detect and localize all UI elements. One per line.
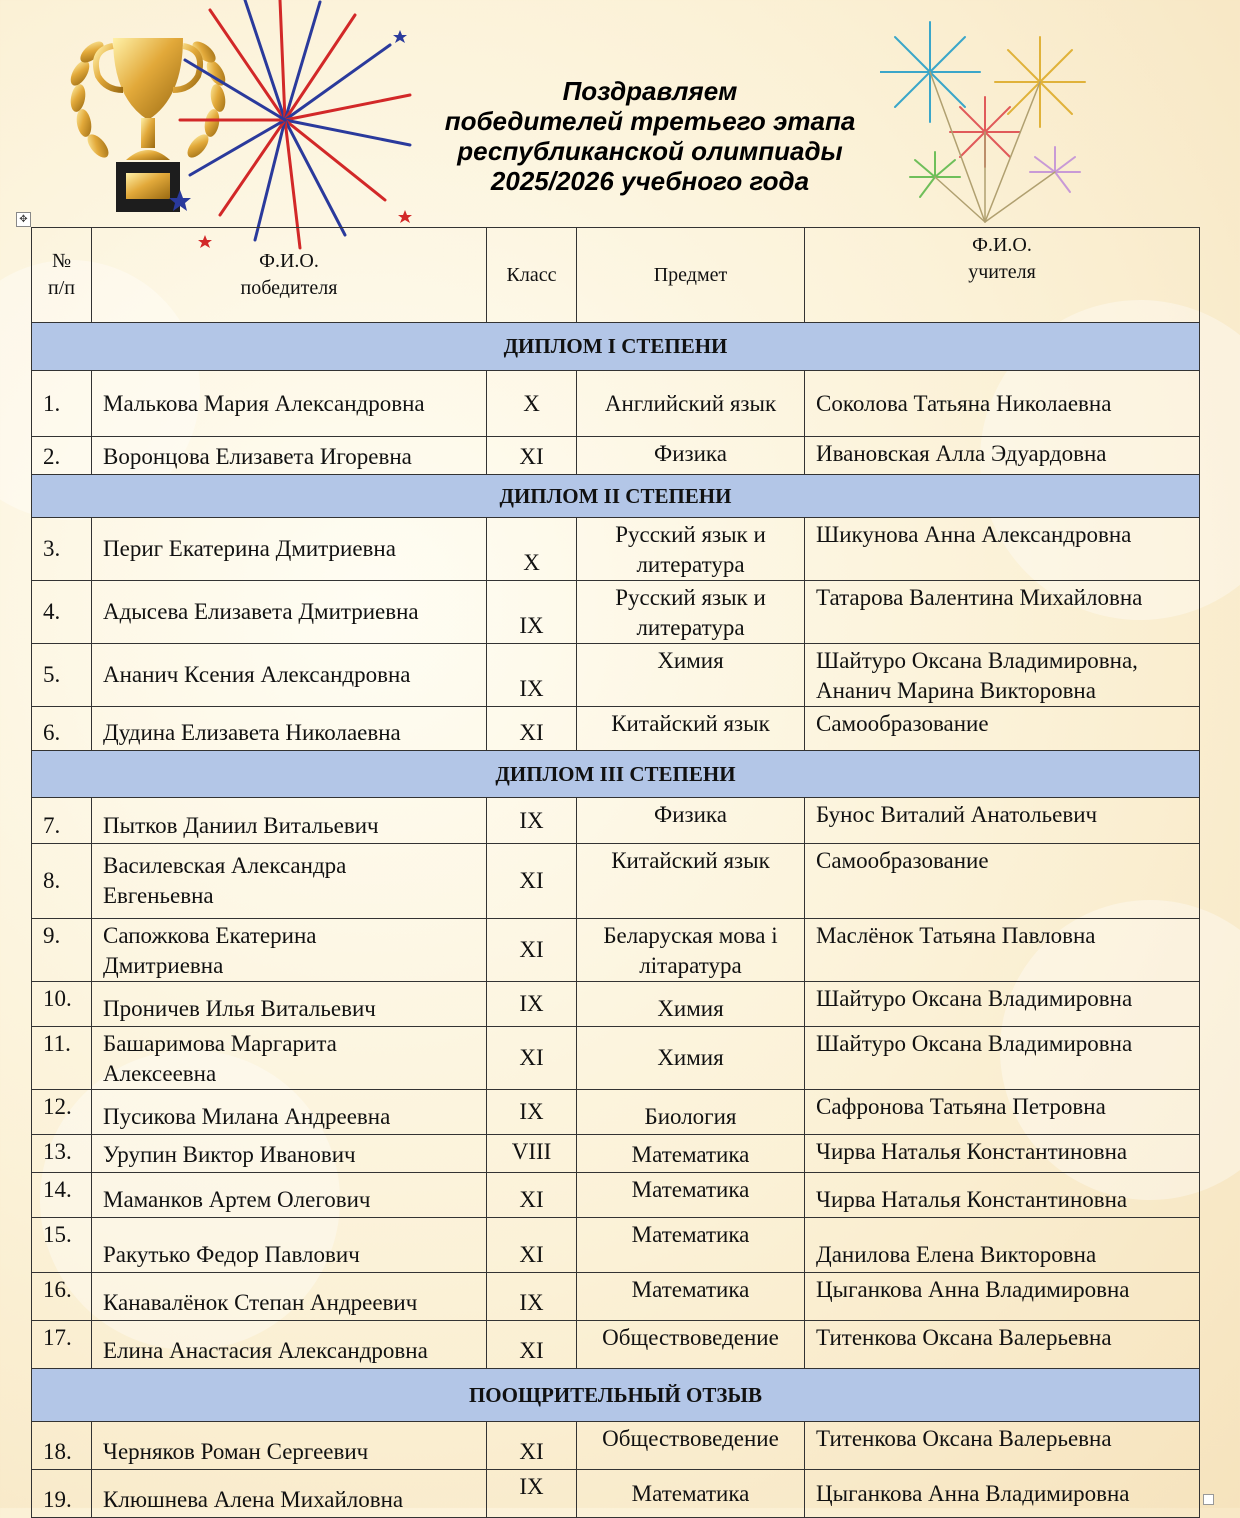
cell-num: 11.	[32, 1027, 92, 1090]
cell-teacher	[805, 1218, 1200, 1273]
cell-subject	[577, 1027, 805, 1090]
cell-winner-name	[92, 518, 487, 581]
cell-class: XI	[487, 1321, 577, 1369]
cell-subject	[577, 919, 805, 982]
cell-subject-line: Физика	[654, 802, 727, 827]
header-winner	[92, 228, 487, 323]
cell-winner-name-line: Урупин Виктор Иванович	[103, 1142, 356, 1167]
cell-subject-line: Английский язык	[604, 390, 777, 416]
cell-teacher	[805, 1470, 1200, 1518]
cell-subject-line: Химия	[657, 996, 724, 1021]
cell-subject-line: Химия	[657, 648, 724, 673]
results-table	[31, 227, 1200, 1518]
cell-winner-name-line: Канавалёнок Степан Андреевич	[103, 1290, 418, 1315]
cell-num: 9.	[32, 919, 92, 982]
cell-teacher	[805, 798, 1200, 844]
cell-teacher	[805, 1173, 1200, 1218]
cell-subject	[577, 371, 805, 437]
cell-subject-line: літаратура	[639, 953, 742, 978]
cell-subject-line: Русский язык и	[615, 522, 766, 547]
cell-teacher-line: Титенкова Оксана Валерьевна	[816, 1325, 1112, 1350]
section-title: ДИПЛОМ I СТЕПЕНИ	[32, 323, 1200, 371]
cell-teacher-line: Ананич Марина Викторовна	[816, 678, 1096, 703]
fireworks-left-icon	[150, 0, 420, 250]
cell-teacher	[805, 1321, 1200, 1369]
header-teacher	[805, 228, 1200, 323]
cell-subject-line: литература	[636, 615, 745, 640]
cell-num: 7.	[32, 798, 92, 844]
cell-winner-name-line: Алексеевна	[103, 1061, 217, 1086]
cell-winner-name	[92, 707, 487, 751]
cell-class: IX	[487, 798, 577, 844]
cell-teacher-line: Бунос Виталий Анатольевич	[816, 802, 1098, 827]
cell-class: IX	[487, 1470, 577, 1518]
cell-subject-line: Обществоведение	[602, 1426, 779, 1451]
cell-winner-name	[92, 798, 487, 844]
cell-subject	[577, 798, 805, 844]
cell-subject	[577, 1218, 805, 1273]
cell-subject	[577, 1321, 805, 1369]
cell-teacher	[805, 1090, 1200, 1135]
cell-subject	[577, 1273, 805, 1321]
cell-class: IX	[487, 644, 577, 707]
cell-teacher-line: Татарова Валентина Михайловна	[816, 585, 1143, 610]
cell-class: XI	[487, 437, 577, 475]
table-row	[32, 371, 1200, 437]
header-teacher-line-2: учителя	[968, 261, 1036, 283]
cell-winner-name	[92, 581, 487, 644]
cell-teacher-line: Сафронова Татьяна Петровна	[816, 1094, 1106, 1119]
section-header-row	[32, 751, 1200, 798]
table-row	[32, 1422, 1200, 1470]
cell-winner-name	[92, 1090, 487, 1135]
cell-class: XI	[487, 1173, 577, 1218]
table-row	[32, 982, 1200, 1027]
cell-winner-name	[92, 919, 487, 982]
cell-teacher	[805, 707, 1200, 751]
cell-winner-name-line: Елина Анастасия Александровна	[103, 1338, 428, 1363]
cell-class: IX	[487, 581, 577, 644]
table-row	[32, 1273, 1200, 1321]
table-move-handle-icon[interactable]: ✥	[16, 212, 31, 227]
cell-winner-name-line: Дудина Елизавета Николаевна	[103, 720, 401, 745]
cell-subject-line: Математика	[631, 1277, 750, 1302]
cell-subject-line: Физика	[654, 441, 727, 466]
cell-winner-name	[92, 1218, 487, 1273]
cell-subject-line: Китайский язык	[611, 848, 770, 873]
cell-teacher-line: Соколова Татьяна Николаевна	[816, 390, 1112, 416]
cell-winner-name-line: Адысева Елизавета Дмитриевна	[103, 599, 419, 624]
cell-winner-name	[92, 644, 487, 707]
cell-winner-name-line: Пытков Даниил Витальевич	[103, 813, 379, 838]
cell-subject-line: Математика	[631, 1177, 750, 1202]
cell-num: 15.	[32, 1218, 92, 1273]
cell-class: XI	[487, 844, 577, 919]
cell-subject-line: Обществоведение	[602, 1325, 779, 1350]
cell-num: 1.	[32, 371, 92, 437]
cell-teacher	[805, 437, 1200, 475]
cell-subject-line: Русский язык и	[615, 585, 766, 610]
cell-num: 14.	[32, 1173, 92, 1218]
cell-class: IX	[487, 982, 577, 1027]
cell-subject	[577, 1090, 805, 1135]
table-row	[32, 844, 1200, 919]
cell-teacher	[805, 1027, 1200, 1090]
cell-num: 19.	[32, 1470, 92, 1518]
cell-subject	[577, 707, 805, 751]
cell-subject	[577, 644, 805, 707]
cell-teacher	[805, 1273, 1200, 1321]
cell-subject-line: Китайский язык	[611, 711, 770, 736]
cell-subject	[577, 1470, 805, 1518]
cell-teacher-line: Самообразование	[816, 711, 989, 736]
header-teacher-line-1: Ф.И.О.	[972, 234, 1032, 256]
cell-teacher-line: Шайтуро Оксана Владимировна,	[816, 648, 1138, 673]
cell-num: 4.	[32, 581, 92, 644]
cell-winner-name-line: Ракутько Федор Павлович	[103, 1242, 360, 1267]
title-line-3: республиканской олимпиады	[457, 136, 843, 166]
cell-winner-name	[92, 1422, 487, 1470]
section-title: ДИПЛОМ III СТЕПЕНИ	[32, 751, 1200, 798]
section-header-row	[32, 475, 1200, 518]
cell-subject	[577, 518, 805, 581]
cell-subject	[577, 1173, 805, 1218]
header-num-line-2: п/п	[48, 277, 75, 299]
cell-teacher-line: Маслёнок Татьяна Павловна	[816, 923, 1096, 948]
cell-teacher	[805, 919, 1200, 982]
cell-num: 5.	[32, 644, 92, 707]
section-title: ПООЩРИТЕЛЬНЫЙ ОТЗЫВ	[32, 1369, 1200, 1422]
cell-class: X	[487, 518, 577, 581]
cell-subject	[577, 581, 805, 644]
table-row	[32, 1321, 1200, 1369]
cell-winner-name	[92, 982, 487, 1027]
cell-teacher	[805, 644, 1200, 707]
cell-num: 16.	[32, 1273, 92, 1321]
cell-winner-name	[92, 371, 487, 437]
table-row	[32, 644, 1200, 707]
cell-winner-name-line: Пусикова Милана Андреевна	[103, 1104, 391, 1129]
cell-winner-name-line: Проничев Илья Витальевич	[103, 996, 376, 1021]
cell-num: 2.	[32, 437, 92, 475]
cell-teacher-line: Шайтуро Оксана Владимировна	[816, 1031, 1133, 1056]
cell-class: XI	[487, 1422, 577, 1470]
table-header-row	[32, 228, 1200, 323]
cell-num: 6.	[32, 707, 92, 751]
cell-class: IX	[487, 1090, 577, 1135]
cell-subject-line: Математика	[631, 1480, 750, 1506]
table-row	[32, 581, 1200, 644]
cell-class: VIII	[487, 1135, 577, 1173]
cell-winner-name-line: Периг Екатерина Дмитриевна	[103, 536, 396, 561]
table-resize-handle[interactable]	[1203, 1494, 1214, 1505]
title-line-2: победителей третьего этапа	[444, 106, 856, 136]
cell-winner-name-line: Дмитриевна	[103, 953, 224, 978]
cell-class: XI	[487, 919, 577, 982]
section-title: ДИПЛОМ II СТЕПЕНИ	[32, 475, 1200, 518]
table-row	[32, 798, 1200, 844]
cell-class: IX	[487, 1273, 577, 1321]
cell-teacher	[805, 581, 1200, 644]
cell-teacher-line: Цыганкова Анна Владимировна	[816, 1277, 1130, 1302]
cell-num: 17.	[32, 1321, 92, 1369]
table-row	[32, 1173, 1200, 1218]
cell-teacher-line: Цыганкова Анна Владимировна	[816, 1480, 1130, 1506]
table-row	[32, 1470, 1200, 1518]
page-title	[400, 76, 900, 196]
cell-winner-name-line: Маманков Артем Олегович	[103, 1187, 371, 1212]
table-body	[32, 323, 1200, 1518]
cell-winner-name	[92, 1273, 487, 1321]
cell-teacher-line: Чирва Наталья Константиновна	[816, 1139, 1128, 1164]
cell-winner-name	[92, 1135, 487, 1173]
cell-teacher-line: Чирва Наталья Константиновна	[816, 1187, 1128, 1212]
cell-subject-line: Беларуская мова і	[603, 923, 778, 948]
cell-teacher-line: Ивановская Алла Эдуардовна	[816, 441, 1107, 466]
cell-teacher	[805, 844, 1200, 919]
table-row	[32, 518, 1200, 581]
cell-subject-line: литература	[636, 552, 745, 577]
cell-winner-name-line: Клюшнева Алена Михайловна	[103, 1487, 404, 1512]
cell-num: 8.	[32, 844, 92, 919]
cell-teacher-line: Самообразование	[816, 848, 989, 873]
cell-num: 3.	[32, 518, 92, 581]
cell-winner-name	[92, 1470, 487, 1518]
cell-class: XI	[487, 1218, 577, 1273]
header-winner-line-1: Ф.И.О.	[259, 250, 319, 272]
cell-teacher	[805, 518, 1200, 581]
cell-subject-line: Математика	[631, 1142, 750, 1167]
table-row	[32, 1027, 1200, 1090]
cell-teacher	[805, 1135, 1200, 1173]
header-class: Класс	[487, 228, 577, 323]
cell-winner-name-line: Василевская Александра	[103, 853, 347, 878]
cell-teacher-line: Титенкова Оксана Валерьевна	[816, 1426, 1112, 1451]
cell-winner-name	[92, 437, 487, 475]
cell-subject-line: Математика	[631, 1222, 750, 1247]
table-row	[32, 919, 1200, 982]
cell-subject	[577, 1422, 805, 1470]
cell-winner-name-line: Воронцова Елизавета Игоревна	[103, 444, 412, 469]
cell-teacher-line: Данилова Елена Викторовна	[816, 1242, 1097, 1267]
fireworks-right-icon	[880, 12, 1100, 232]
cell-subject	[577, 437, 805, 475]
section-header-row	[32, 323, 1200, 371]
cell-teacher-line: Шайтуро Оксана Владимировна	[816, 986, 1133, 1011]
cell-subject	[577, 1135, 805, 1173]
title-line-1: Поздравляем	[562, 76, 738, 106]
cell-class: XI	[487, 707, 577, 751]
title-line-4: 2025/2026 учебного года	[490, 166, 810, 196]
cell-winner-name-line: Ананич Ксения Александровна	[103, 662, 411, 687]
cell-winner-name	[92, 1321, 487, 1369]
cell-subject	[577, 844, 805, 919]
cell-winner-name-line: Черняков Роман Сергеевич	[103, 1439, 369, 1464]
table-row	[32, 707, 1200, 751]
table-row	[32, 1135, 1200, 1173]
cell-winner-name-line: Малькова Мария Александровна	[103, 390, 425, 416]
cell-winner-name-line: Евгеньевна	[103, 883, 214, 908]
cell-teacher	[805, 371, 1200, 437]
cell-class: X	[487, 371, 577, 437]
cell-winner-name	[92, 1027, 487, 1090]
table-row	[32, 1090, 1200, 1135]
cell-subject	[577, 982, 805, 1027]
cell-winner-name	[92, 1173, 487, 1218]
cell-num: 12.	[32, 1090, 92, 1135]
cell-teacher	[805, 982, 1200, 1027]
cell-winner-name	[92, 844, 487, 919]
table-row	[32, 437, 1200, 475]
cell-subject-line: Биология	[644, 1104, 737, 1129]
cell-subject-line: Химия	[657, 1045, 724, 1070]
table-row	[32, 1218, 1200, 1273]
header-num	[32, 228, 92, 323]
cell-winner-name-line: Сапожкова Екатерина	[103, 923, 317, 948]
section-header-row	[32, 1369, 1200, 1422]
cell-class: XI	[487, 1027, 577, 1090]
cell-num: 18.	[32, 1422, 92, 1470]
cell-num: 10.	[32, 982, 92, 1027]
cell-teacher-line: Шикунова Анна Александровна	[816, 522, 1132, 547]
header-winner-line-2: победителя	[240, 277, 338, 299]
cell-winner-name-line: Башаримова Маргарита	[103, 1031, 337, 1056]
cell-num: 13.	[32, 1135, 92, 1173]
cell-teacher	[805, 1422, 1200, 1470]
header-subject: Предмет	[577, 228, 805, 323]
header-num-line-1: №	[51, 250, 72, 272]
